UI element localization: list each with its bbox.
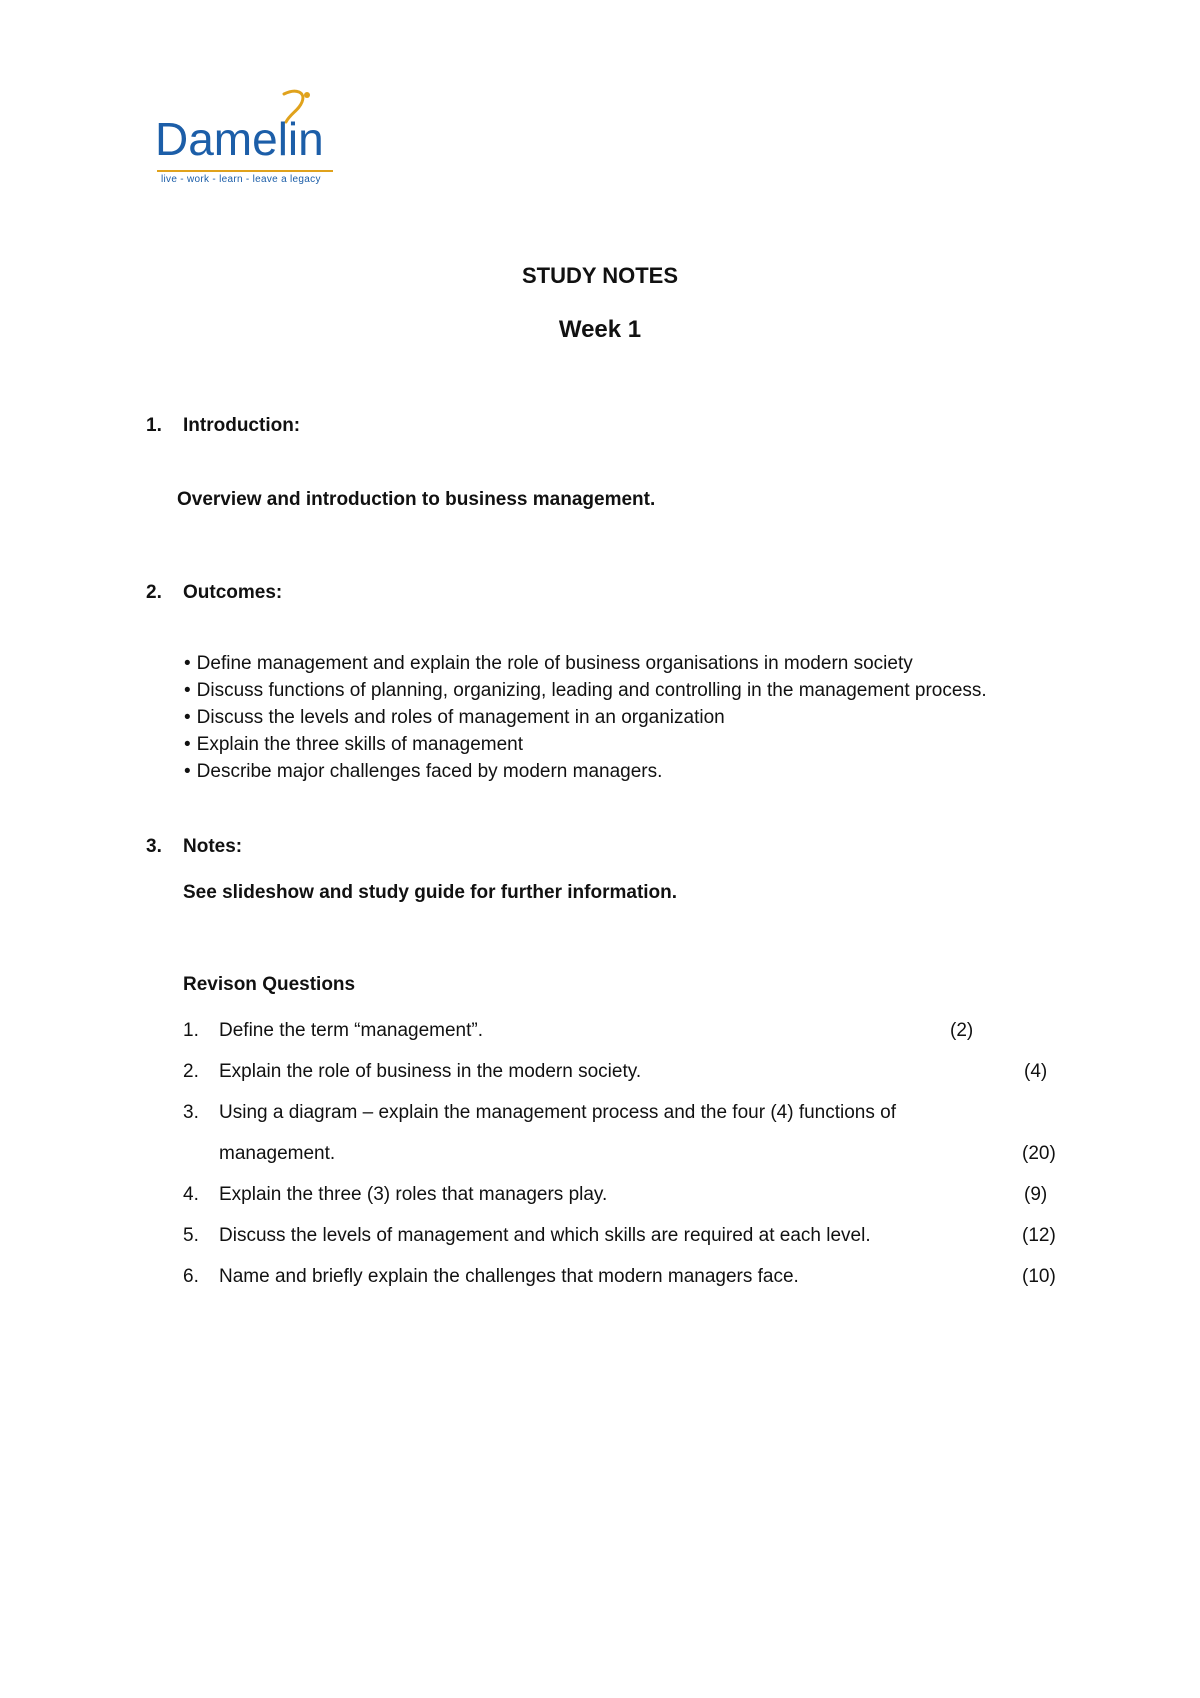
logo-brand-name: Damelin — [155, 113, 324, 165]
question-text: Discuss the levels of management and which skills are required at each level. — [219, 1225, 871, 1246]
section-number-outcomes: 2. — [146, 582, 162, 603]
outcome-item — [184, 653, 913, 675]
question-number: 6. — [183, 1266, 199, 1287]
question-marks: (2) — [950, 1020, 974, 1041]
damelin-logo — [150, 88, 350, 188]
section-heading-introduction: Introduction: — [183, 415, 301, 436]
question-marks: (9) — [1024, 1184, 1048, 1205]
question-marks: (10) — [1022, 1266, 1056, 1287]
question-marks: (12) — [1022, 1225, 1056, 1246]
question-number: 5. — [183, 1225, 199, 1246]
logo-tagline: live - work - learn - leave a legacy — [161, 174, 321, 185]
page-title: STUDY NOTES — [521, 263, 679, 288]
question-text-continued: management. — [219, 1143, 336, 1164]
outcome-item — [184, 761, 662, 783]
section-number-introduction: 1. — [146, 415, 162, 436]
section-heading-outcomes: Outcomes: — [183, 582, 283, 603]
question-marks: (4) — [1024, 1061, 1048, 1082]
outcome-item — [184, 734, 523, 756]
bullet-icon: • — [184, 680, 191, 701]
introduction-body: Overview and introduction to business management. — [177, 489, 656, 510]
outcome-text: Explain the three skills of management — [196, 734, 523, 755]
bullet-icon: • — [184, 761, 191, 782]
revision-heading: Revison Questions — [183, 974, 356, 995]
question-marks: (20) — [1022, 1143, 1056, 1164]
bullet-icon: • — [184, 653, 191, 674]
question-text: Define the term “management”. — [219, 1020, 484, 1041]
outcome-text: Discuss the levels and roles of management in an organization — [196, 707, 725, 728]
question-text: Explain the role of business in the modern society. — [219, 1061, 642, 1082]
section-number-notes: 3. — [146, 836, 162, 857]
outcome-text: Define management and explain the role of business organisations in modern society — [196, 653, 913, 674]
outcome-text: Describe major challenges faced by modern managers. — [196, 761, 663, 782]
bullet-icon: • — [184, 734, 191, 755]
logo-underline — [157, 170, 333, 172]
week-label: Week 1 — [558, 316, 642, 343]
notes-body: See slideshow and study guide for further information. — [183, 882, 678, 903]
outcome-item — [184, 680, 987, 702]
bullet-icon: • — [184, 707, 191, 728]
question-text: Explain the three (3) roles that managers play. — [219, 1184, 608, 1205]
question-number: 1. — [183, 1020, 199, 1041]
section-heading-notes: Notes: — [183, 836, 243, 857]
question-text: Using a diagram – explain the management process and the four (4) functions of — [219, 1102, 896, 1123]
question-number: 2. — [183, 1061, 199, 1082]
question-text: Name and briefly explain the challenges that modern managers face. — [219, 1266, 799, 1287]
question-number: 4. — [183, 1184, 199, 1205]
question-number: 3. — [183, 1102, 199, 1123]
outcome-item — [184, 707, 725, 729]
outcome-text: Discuss functions of planning, organizing, leading and controlling in the management process. — [196, 680, 987, 701]
